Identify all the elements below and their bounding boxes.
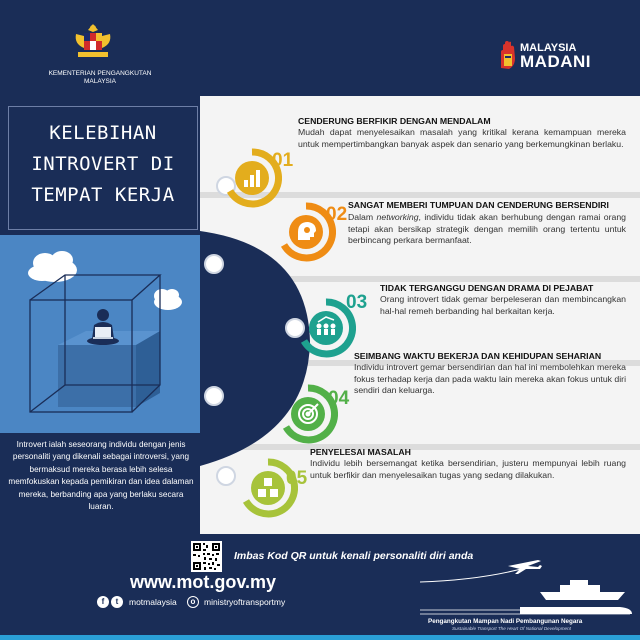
- person-with-laptop-icon: [87, 309, 119, 345]
- cloud-icon: [154, 289, 182, 310]
- social-links: [97, 596, 357, 610]
- item-02: [348, 200, 626, 247]
- facebook-icon[interactable]: f: [97, 596, 109, 608]
- airplane-icon: [508, 560, 542, 574]
- cloud-icon: [28, 251, 77, 282]
- item-05-title: PENYELESAI MASALAH: [310, 447, 411, 457]
- item-02-title: SANGAT MEMBERI TUMPUAN DAN CENDERUNG BERSENDIRI: [348, 200, 609, 210]
- introvert-description: Introvert ialah seseorang individu dengan jenis personaliti yang dikenali sebagai introversi, yang bermaksud mereka berasa lebih selesa memfokuskan kepada pemikiran dan idea dalaman mereka, berbanding apa yang berlaku secara luaran.: [8, 440, 194, 512]
- tagline-english: Sustainable Transport The Heart Of National Development: [452, 626, 571, 631]
- main-title: KELEBIHAN INTROVERT DI TEMPAT KERJA: [31, 122, 175, 206]
- instagram-icon[interactable]: o: [187, 596, 199, 608]
- item-04-title: SEIMBANG WAKTU BEKERJA DAN KEHIDUPAN SEHARIAN: [354, 351, 602, 361]
- madani-hand-icon: [498, 40, 518, 72]
- item-03-number: 03: [346, 292, 368, 313]
- malaysia-madani-logo: [498, 40, 604, 74]
- social-handle-2[interactable]: ministryoftransportmy: [204, 597, 286, 607]
- madani-top-text: MALAYSIA: [520, 42, 577, 54]
- item-03-text: Orang introvert tidak gemar berpeleseran dan membincangkan hal-hal remeh berbanding hal berkaitan kerja.: [380, 294, 626, 316]
- item-05-number: 05: [286, 468, 308, 489]
- transport-illustration: [420, 552, 635, 622]
- footer: [0, 534, 640, 640]
- item-05-text: Individu lebih bersemangat ketika bersendirian, justeru mempunyai lebih ruang untuk berfikir dan menyelesaikan tugas yang sedang dilakukan.: [310, 458, 626, 480]
- ministry-name: KEMENTERIAN PENGANGKUTAN MALAYSIA: [48, 70, 152, 85]
- item-04-text: Individu introvert gemar bersendirian dan hal ini membolehkan mereka fokus terhadap kerja dan pada waktu lain mereka akan fokus untuk diri sendiri dan keluarga.: [354, 362, 626, 396]
- item-04: [354, 351, 626, 397]
- item-02-text: Dalam networking, individu tidak akan berhubung dengan ramai orang tetapi akan bersikap strategik dengan memilih orang tertentu untuk berbincang perkara bermanfaat.: [348, 212, 626, 246]
- item-01: [298, 116, 626, 150]
- item-02-number: 02: [326, 204, 348, 225]
- advantages-panel: [200, 96, 640, 534]
- website-link[interactable]: www.mot.gov.my: [130, 572, 277, 592]
- description-panel: [0, 433, 200, 534]
- title-panel: [0, 100, 200, 235]
- twitter-icon[interactable]: t: [111, 596, 123, 608]
- tagline: Pengangkutan Mampan Nadi Pembangunan Negara: [428, 618, 583, 625]
- bottom-stripe: [0, 635, 640, 640]
- item-01-title: CENDERUNG BERFIKIR DENGAN MENDALAM: [298, 116, 491, 126]
- coat-of-arms-logo: [72, 22, 114, 60]
- networking-term: networking: [376, 212, 419, 222]
- item-04-number: 04: [328, 388, 350, 409]
- item-03: [380, 283, 626, 317]
- introvert-illustration: [0, 235, 200, 433]
- social-handle-1[interactable]: motmalaysia: [129, 597, 177, 607]
- ship-icon: [540, 580, 625, 600]
- item-01-number: 01: [272, 150, 294, 171]
- item-01-text: Mudah dapat menyelesaikan masalah yang kritikal kerana kemampuan mereka untuk mempertimbangkan banyak aspek dan senario yang berkemungkinan berlaku.: [298, 127, 626, 149]
- qr-code[interactable]: [191, 541, 222, 572]
- illustration-drawing: [0, 235, 200, 433]
- header: [0, 0, 640, 96]
- train-icon: [520, 607, 632, 614]
- item-03-title: TIDAK TERGANGGU DENGAN DRAMA DI PEJABAT: [380, 283, 594, 293]
- madani-bottom-text: MADANI: [520, 52, 591, 71]
- qr-instruction: Imbas Kod QR untuk kenali personaliti diri anda: [234, 550, 474, 562]
- item-05: [310, 447, 626, 481]
